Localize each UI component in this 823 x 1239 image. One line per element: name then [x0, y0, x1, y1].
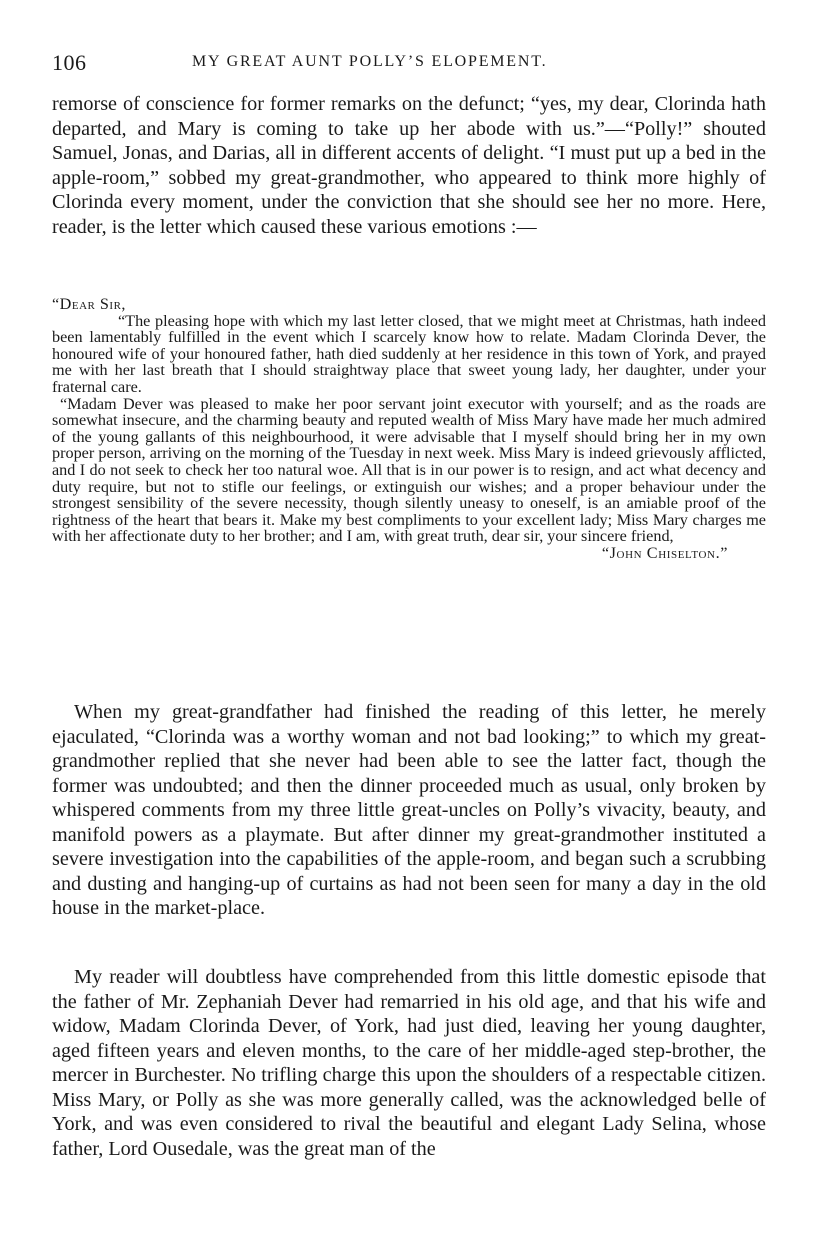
body-paragraph-3: My reader will doubtless have comprehended from this little domestic episode that the father of Mr. Zephaniah Dever had remarried in his old age, and that his wife and widow, Madam Clorinda Dever, of York, had just died, leaving her young daughter, aged fifteen years and eleven months, to the care of her middle-aged step-brother, the mercer in Burchester. No trifling charge this upon the shoulders of a respectable citizen. Miss Mary, or Polly as she was more generally called, was the acknowledged belle of York, and was even considered to rival the beautiful and elegant Lady Selina, whose father, Lord Ousedale, was the great man of the: [52, 966, 766, 1160]
running-title: MY GREAT AUNT POLLY’S ELOPEMENT.: [192, 53, 548, 70]
body-paragraph-2: When my great-grandfather had finished the reading of this letter, he merely ejaculated, “Clorinda was a worthy woman and not bad looking;” to which my great-grandmother replied that she never had been able to see the latter fact, though the former was undoubted; and then the dinner proceeded much as usual, only broken by whispered comments from my three little great-uncles on Polly’s vivacity, beauty, and manifold powers as a playmate. But after dinner my great-grandmother instituted a severe investigation into the capabilities of the apple-room, and began such a scrubbing and dusting and hanging-up of curtains as had not been seen for many a day in the old house in the market-place.: [52, 701, 766, 919]
body-paragraph-1: remorse of conscience for former remarks on the defunct; “yes, my dear, Clorinda hath departed, and Mary is coming to take up her abode with us.”—“Polly!” shouted Samuel, Jonas, and Darias, all in different accents of delight. “I must put up a bed in the apple-room,” sobbed my great-grandmother, who appeared to think more highly of Clorinda every moment, under the conviction that she should see her no more. Here, reader, is the letter which caused these various emotions :—: [52, 93, 766, 238]
letter-salutation: “Dear Sir,: [52, 295, 126, 313]
letter-signature: “John Chiselton.”: [601, 543, 728, 562]
letter-paragraph-2: “Madam Dever was pleased to make her poor servant joint executor with yourself; and as the roads are somewhat insecure, and the charming beauty and reputed wealth of Miss Mary have made her much admired of the young gallants of this neighbourhood, it were advisable that I myself should bring her in my own proper person, arriving on the morning of the Tuesday in next week. Miss Mary is indeed grievously afflicted, and I do not seek to check her too natural woe. All that is in our power is to resign, and act what decency and duty require, but not to stifle our feelings, or extinguish our wishes; and a proper behaviour under the strongest sensibility of the severe necessity, though silently uneasy to oneself, is an amiable proof of the rightness of the heart that bears it. Make my best compliments to your excellent lady; Miss Mary charges me with her affectionate duty to her brother; and I am, with great truth, dear sir, your sincere friend,: [52, 394, 766, 546]
page-number: 106: [52, 50, 87, 75]
page-header: [52, 50, 768, 80]
quoted-letter: [52, 296, 766, 562]
letter-paragraph-1: “The pleasing hope with which my last letter closed, that we might meet at Christmas, hath indeed been lamentably fulfilled in the event which I scarcely know how to relate. Madam Clorinda Dever, the honoured wife of your honoured father, hath died suddenly at her residence in this town of York, and prayed me with her last breath that I should straightway place that sweet young lady, her daughter, under your fraternal care.: [52, 311, 766, 396]
